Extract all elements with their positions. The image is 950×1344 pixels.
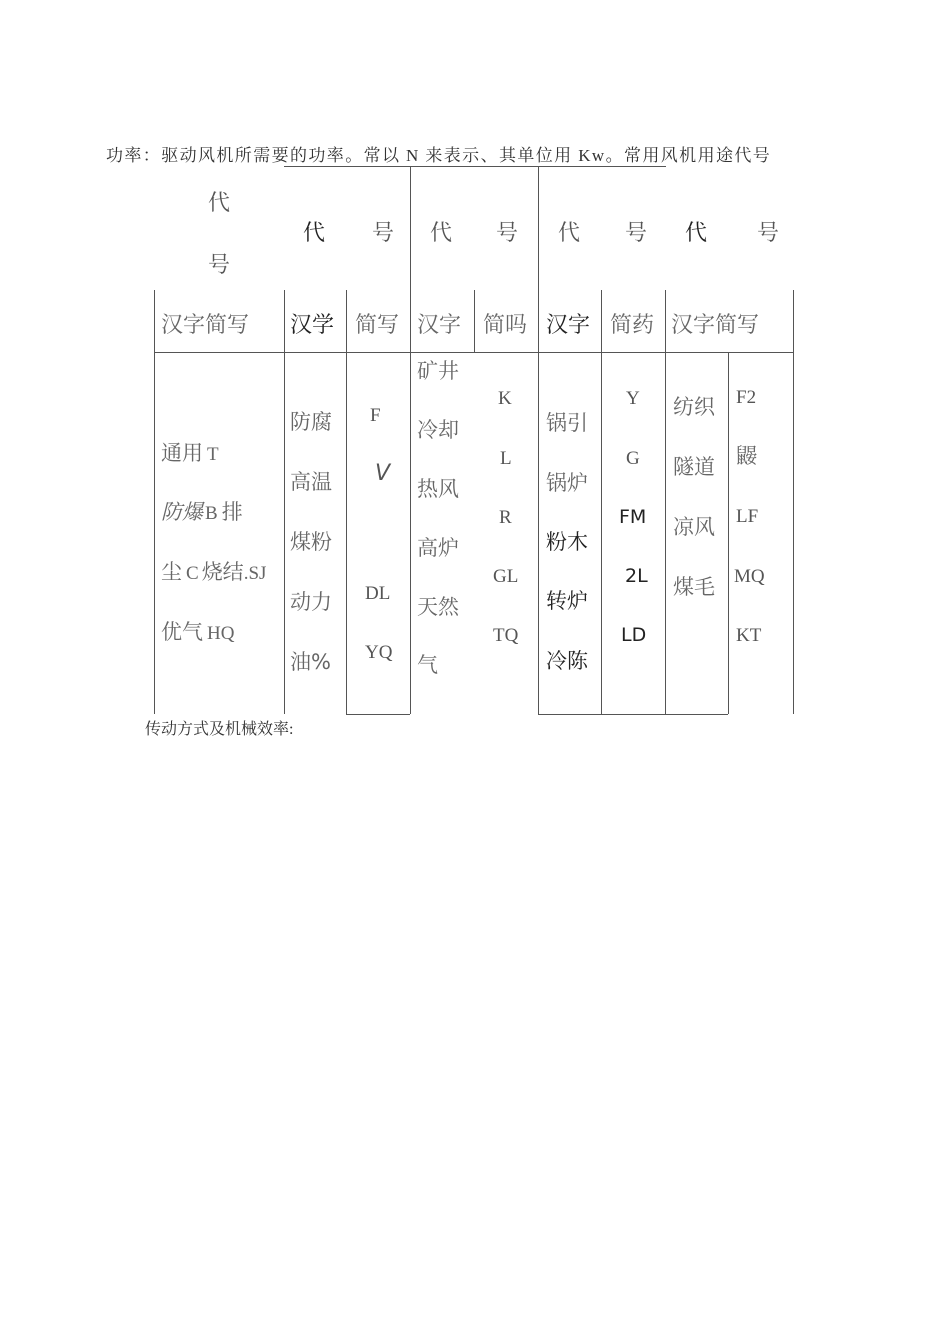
col7-item: 纺织 — [673, 395, 715, 419]
col4-item: R — [499, 507, 512, 528]
col3-item: 气 — [417, 653, 438, 677]
subheader-col1: 汉学 — [290, 313, 335, 338]
subheader-col6: 简药 — [610, 313, 655, 338]
col8-item: KT — [736, 625, 762, 646]
col1-item: 煤粉 — [290, 530, 332, 554]
col2-item: YQ — [365, 642, 393, 663]
header-group3-left: 代 — [558, 221, 581, 246]
col0-line2: 防爆 B 排 — [161, 500, 243, 524]
col5-item: 粉木 — [546, 530, 588, 554]
col4-item: L — [500, 448, 512, 469]
col6-item: FM — [619, 506, 647, 528]
header-group2-left: 代 — [430, 221, 453, 246]
col8-item: LF — [736, 506, 759, 527]
subheader-col7-8: 汉字简写 — [671, 313, 760, 338]
header-group4-right: 号 — [757, 221, 780, 246]
subheader-col4: 简吗 — [483, 313, 528, 338]
col0-line4: 优气 HQ — [161, 620, 235, 644]
col3-item: 天然 — [417, 595, 459, 619]
intro-paragraph: 功率：驱动风机所需要的功率。常以 N 来表示、其单位用 Kw。常用风机用途代号 — [106, 146, 772, 165]
section-heading: 传动方式及机械效率: — [145, 721, 294, 738]
col6-item: G — [626, 448, 640, 469]
col0-line3: 尘 C 烧结.SJ — [161, 560, 267, 584]
col7-item: 隧道 — [673, 455, 715, 479]
header-group2-right: 号 — [496, 221, 519, 246]
header-col0-bottom: 号 — [208, 253, 231, 278]
col1-item: 高温 — [290, 470, 332, 494]
col8-item: MQ — [734, 566, 765, 587]
col4-item: TQ — [493, 625, 519, 646]
col5-item: 冷陈 — [546, 649, 588, 673]
subheader-col3: 汉字 — [417, 313, 462, 338]
col2-item: V — [375, 461, 391, 486]
col4-item: K — [498, 388, 512, 409]
header-col0-top: 代 — [208, 191, 231, 216]
header-group3-right: 号 — [625, 221, 648, 246]
col6-item: Y — [626, 388, 640, 409]
subheader-col5: 汉字 — [546, 313, 591, 338]
col3-item: 矿井 — [417, 359, 459, 383]
col7-item: 凉风 — [673, 515, 715, 539]
col6-item: LD — [621, 624, 647, 646]
col5-item: 锅引 — [546, 411, 588, 435]
col1-item: 防腐 — [290, 410, 332, 434]
col4-item: GL — [493, 566, 519, 587]
header-group4-left: 代 — [685, 221, 708, 246]
col3-item: 冷却 — [417, 418, 459, 442]
header-group1-left: 代 — [303, 221, 326, 246]
col2-item: F — [370, 405, 381, 426]
col2-item: DL — [365, 583, 391, 604]
header-group1-right: 号 — [372, 221, 395, 246]
col5-item: 转炉 — [546, 589, 588, 613]
col3-item: 热风 — [417, 477, 459, 501]
col7-item: 煤毛 — [673, 575, 715, 599]
subheader-col2: 简写 — [355, 313, 400, 338]
col8-item: F2 — [736, 387, 757, 408]
col1-item: 油% — [290, 650, 331, 674]
subheader-col0: 汉字简写 — [161, 313, 250, 338]
col6-item: 2L — [625, 565, 648, 587]
col0-line1: 通用 T — [161, 441, 219, 465]
col1-item: 动力 — [290, 590, 332, 614]
col3-item: 高炉 — [417, 536, 459, 560]
col5-item: 锅炉 — [546, 471, 588, 495]
col8-item: 鼹 — [736, 444, 757, 468]
